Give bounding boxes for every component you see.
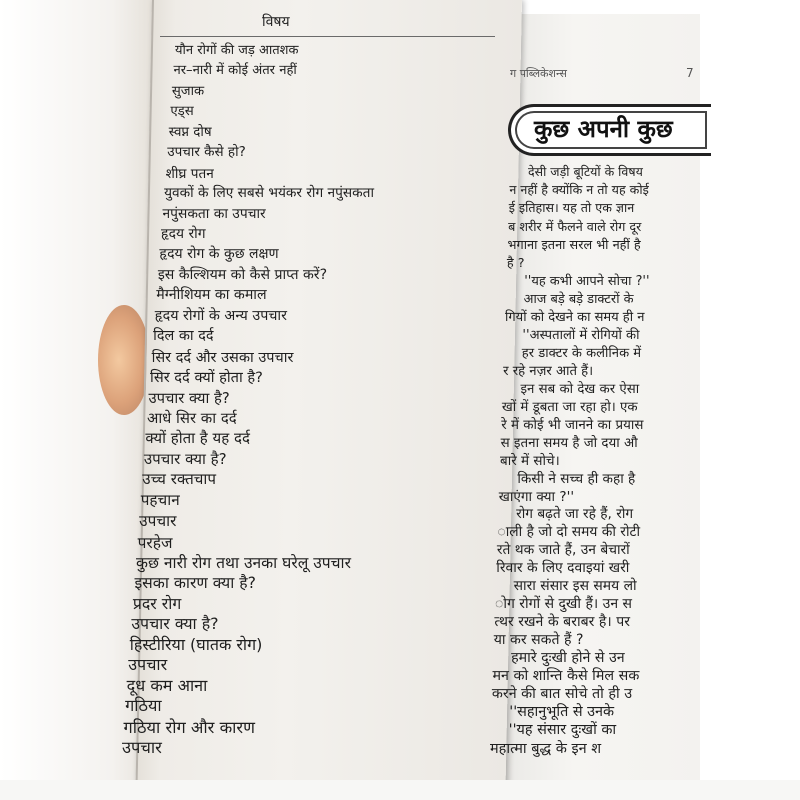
toc-item: उपचार कैसे हो? [167,144,246,161]
body-line: ाली है जो दो समय की रोटी [497,524,641,541]
body-line: रे में कोई भी जानने का प्रयास [501,417,644,433]
body-line: स इतना समय है जो दया औ [500,435,638,451]
toc-item: उपचार [139,512,177,531]
toc-item: हृदय रोग के कुछ लक्षण [159,246,279,263]
body-line: बारे में सोचे। [500,452,560,469]
toc-item: उपचार क्या है? [143,449,227,468]
toc-item: सिर दर्द क्यों होता है? [150,369,263,387]
body-line: आज बड़े बड़े डाक्टरों के [523,291,634,307]
toc-item: नर–नारी में कोई अंतर नहीं [173,63,297,79]
toc-item: यौन रोगों की जड़ आतशक [175,43,299,58]
body-line: महात्मा बुद्ध के इन श [490,741,602,757]
toc-item: आधे सिर का दर्द [146,408,237,427]
toc-item: उपचार [128,655,168,675]
toc-item: उच्च रक्तचाप [142,470,216,489]
body-line: ब शरीर में फैलने वाले रोग दूर [508,218,642,234]
toc-item: शीघ्र पतन [165,165,214,182]
body-line: गियों को देखने का समय ही न [505,309,645,325]
background-bottom [0,780,800,800]
toc-item: सिर दर्द और उसका उपचार [151,349,294,366]
toc-item: क्यों होता है यह दर्द [145,429,250,448]
toc-item: एड्स [170,104,194,120]
toc-item: परहेज [137,533,173,552]
toc-item: गठिया रोग और कारण [123,717,255,737]
toc-item: गठिया [125,696,162,716]
toc-item: हिस्टीरिया (घातक रोग) [129,634,263,654]
body-line: हमारे दुःखी होने से उन [511,650,625,667]
body-line: किसी ने सच्च ही कहा है [517,471,636,488]
body-line: र रहे नज़र आते हैं। [503,363,594,379]
toc-item: मैग्नीशियम का कमाल [156,287,267,304]
toc-header: विषय [262,14,290,30]
page-number: 7 [686,66,694,80]
thumb [98,305,150,415]
toc-item: हृदय रोगों के अन्य उपचार [154,307,287,324]
body-line: मन को शान्ति कैसे मिल सक [492,668,640,685]
body-line: या कर सकते हैं ? [493,632,584,649]
toc-item: उपचार [122,738,162,757]
body-line: करने की बात सोचे तो ही उ [491,686,633,703]
body-line: खों में डूबता जा रहा हो। एक [501,399,638,415]
body-line: ''सहानुभूति से उनके [509,704,615,721]
body-line: सारा संसार इस समय लो [513,578,637,595]
toc-item: स्वप्न दोष [168,124,212,140]
body-line: ''अस्पतालों में रोगियों की [522,327,640,343]
header-rule [160,36,495,37]
toc-item: सुजाक [171,83,205,99]
body-line: रते थक जाते हैं, उन बेचारों [496,542,630,559]
running-head: ग पब्लिकेशन्स [510,67,567,80]
body-line: न नहीं है क्योंकि न तो यह कोई [509,181,649,197]
body-line: इन सब को देख कर ऐसा [520,381,640,397]
body-line: त्थर रखने के बराबर है। पर [494,614,630,631]
toc-item: उपचार क्या है? [148,389,230,407]
toc-item: इसका कारण क्या है? [134,573,256,593]
body-line: ोग रोगों से दुखी हैं। उन स [495,596,633,613]
body-line: है ? [506,255,525,271]
toc-item: दूध कम आना [126,675,208,695]
toc-item: कुछ नारी रोग तथा उनका घरेलू उपचार [136,554,351,573]
toc-item: इस कैल्शियम को कैसे प्राप्त करें? [157,266,328,283]
body-line: हर डाक्टर के कलीनिक में [521,345,642,361]
toc-item: पहचान [140,490,180,509]
body-line: भगाना इतना सरल भी नहीं है [507,237,641,253]
body-line: रिवार के लिए दवाइयां खरी [496,560,630,577]
body-line: ''यह संसार दुःखों का [508,722,617,739]
body-line: ई इतिहास। यह तो एक ज्ञान [508,199,635,215]
chapter-title: कुछ अपनी कुछ [534,115,673,143]
body-line: रोग बढ़ते जा रहे हैं, रोग [516,506,634,523]
toc-item: उपचार क्या है? [131,614,219,634]
toc-item: प्रदर रोग [132,593,182,613]
toc-item: नपुंसकता का उपचार [162,205,266,222]
toc-item: दिल का दर्द [153,328,214,345]
body-line: देसी जड़ी बूटियों के विषय [528,164,643,179]
body-line: ''यह कभी आपने सोचा ?'' [524,273,650,289]
toc-item: हृदय रोग [160,225,206,242]
body-line: खाएंगा क्या ?'' [498,489,575,506]
toc-item: युवकों के लिए सबसे भयंकर रोग नपुंसकता [164,185,375,202]
